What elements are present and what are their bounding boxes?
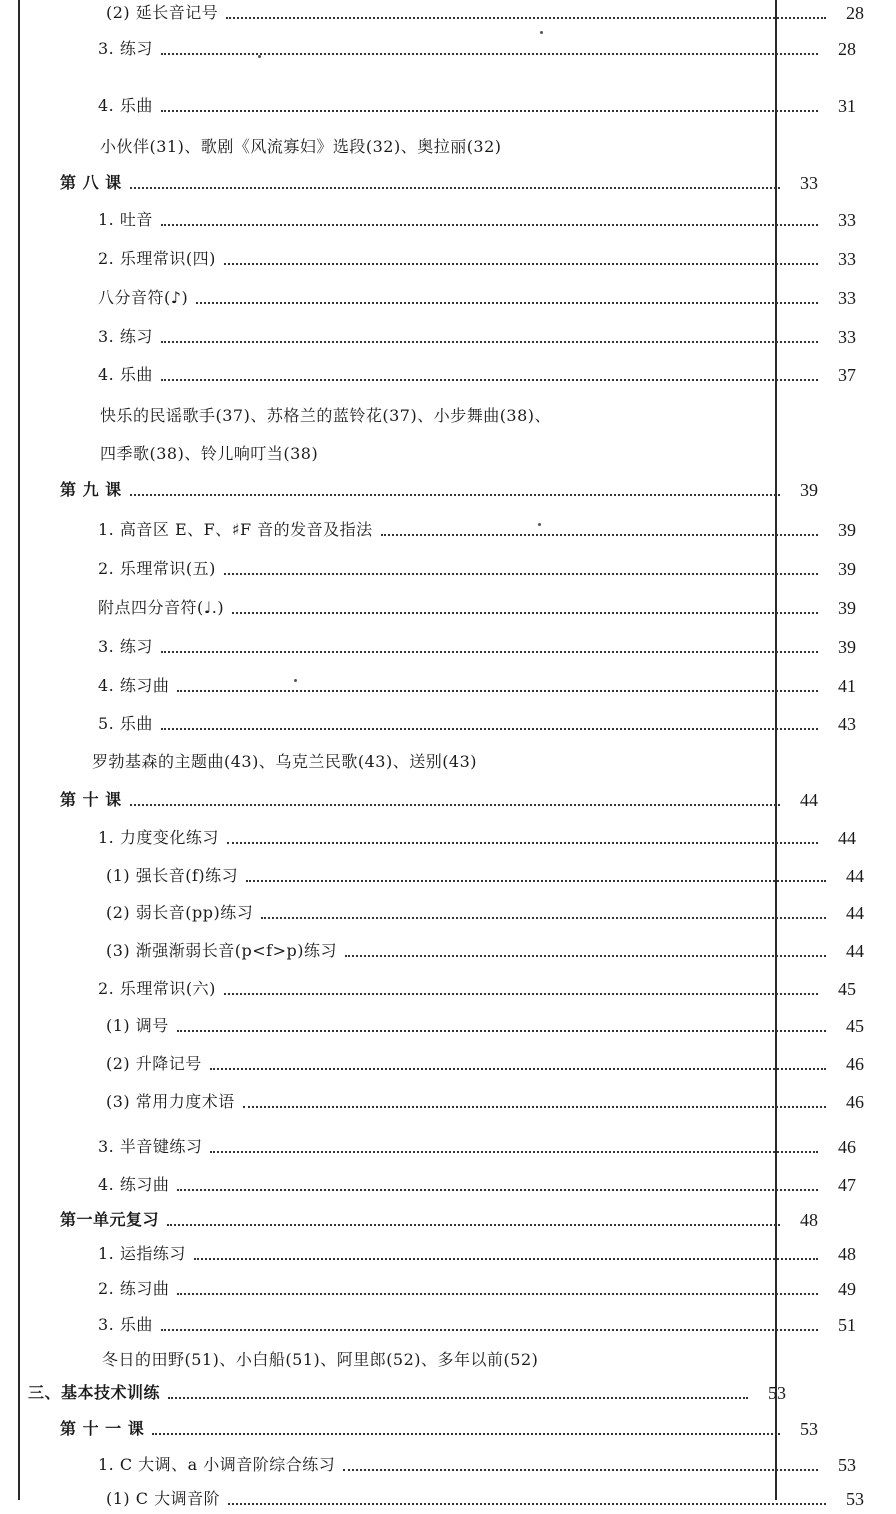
toc-entry-page-number: 44 [846,941,864,961]
toc-entry-page-number: 47 [838,1175,856,1195]
toc-entry-label: 4. 乐曲 [98,365,153,384]
toc-entry-page-number: 53 [846,1489,864,1509]
toc-entry-label: 4. 练习曲 [98,1175,170,1194]
toc-entry-page-number: 45 [846,1016,864,1036]
toc-entry-page-number: 41 [838,676,856,696]
toc-entry[interactable] [0,322,888,352]
toc-entry-label: 1. 运指练习 [98,1244,186,1263]
toc-entry-page-number: 44 [846,866,864,886]
toc-entry-label: 附点四分音符(♩.) [98,598,225,617]
toc-entry[interactable] [0,671,888,701]
toc-entry-page-number: 48 [838,1244,856,1264]
print-speck [538,523,541,526]
toc-note-line [0,747,882,777]
toc-entry-label: 1. 力度变化练习 [98,828,219,847]
toc-entry[interactable] [0,1239,888,1269]
toc-entry-page-number: 28 [846,3,864,23]
toc-entry-page-number: 53 [838,1455,856,1475]
toc-entry-label: 3. 练习 [98,327,153,346]
toc-entry-label: 第 九 课 [60,480,122,499]
toc-note-line [0,401,890,431]
toc-entry-label: 3. 半音键练习 [98,1137,203,1156]
dot-leader [167,1222,780,1226]
toc-entry[interactable] [0,168,850,198]
toc-note-line [0,132,890,162]
dot-leader [224,991,818,995]
toc-entry-page-number: 33 [838,249,856,269]
dot-leader [226,15,826,19]
toc-entry[interactable] [0,283,888,313]
toc-entry-label: 第 十 一 课 [60,1419,145,1438]
toc-entry-page-number: 33 [800,173,818,193]
dot-leader [224,571,818,575]
dot-leader [177,1028,826,1032]
toc-entry[interactable] [0,1170,888,1200]
toc-entry[interactable] [0,1378,818,1408]
dot-leader [130,802,780,806]
toc-entry-page-number: 33 [838,288,856,308]
toc-entry[interactable] [0,709,888,739]
dot-leader [227,840,818,844]
dot-leader [381,532,818,536]
toc-entry[interactable] [0,974,888,1004]
dot-leader [224,261,818,265]
toc-entry-page-number: 46 [846,1092,864,1112]
toc-entry[interactable] [0,1011,896,1041]
dot-leader [232,610,818,614]
toc-entry-page-number: 45 [838,979,856,999]
print-speck [258,55,261,58]
toc-entry[interactable] [0,1310,888,1340]
dot-leader [177,688,818,692]
toc-entry[interactable] [0,593,888,623]
toc-entry[interactable] [0,244,888,274]
toc-entry-page-number: 48 [800,1210,818,1230]
toc-entry-page-number: 39 [838,559,856,579]
toc-entry[interactable] [0,898,896,928]
dot-leader [161,726,818,730]
toc-entry-label: 冬日的田野(51)、小白船(51)、阿里郎(52)、多年以前(52) [102,1350,539,1369]
toc-entry-label: 2. 乐理常识(五) [98,559,216,578]
toc-entry[interactable] [0,1205,850,1235]
toc-entry-label: (1) 调号 [106,1016,169,1035]
toc-entry-page-number: 39 [838,637,856,657]
toc-entry[interactable] [0,861,896,891]
toc-entry-label: 3. 练习 [98,39,153,58]
toc-entry[interactable] [0,360,888,390]
toc-entry-page-number: 39 [838,598,856,618]
toc-entry-page-number: 31 [838,96,856,116]
toc-entry-label: (2) 延长音记号 [106,3,219,22]
toc-entry[interactable] [0,936,896,966]
toc-entry-label: 快乐的民谣歌手(37)、苏格兰的蓝铃花(37)、小步舞曲(38)、 [100,406,552,425]
toc-entry-page-number: 39 [838,520,856,540]
toc-entry[interactable] [0,1414,850,1444]
toc-entry-label: (1) C 大调音阶 [106,1489,221,1508]
toc-entry-page-number: 43 [838,714,856,734]
toc-entry[interactable] [0,823,888,853]
toc-entry-label: (3) 常用力度术语 [106,1092,235,1111]
toc-entry-page-number: 28 [838,39,856,59]
toc-entry-page-number: 33 [838,210,856,230]
toc-entry-label: 八分音符(♪) [98,288,189,307]
toc-entry[interactable] [0,1484,896,1514]
toc-entry[interactable] [0,34,888,64]
toc-entry[interactable] [0,1450,888,1480]
toc-entry-label: (3) 渐强渐弱长音(p<f>p)练习 [106,941,337,960]
toc-entry[interactable] [0,785,850,815]
dot-leader [161,108,818,112]
dot-leader [243,1104,826,1108]
toc-entry-label: 2. 乐理常识(四) [98,249,216,268]
dot-leader [194,1256,818,1260]
dot-leader [343,1467,818,1471]
toc-entry[interactable] [0,1132,888,1162]
toc-entry-label: 罗勃基森的主题曲(43)、乌克兰民歌(43)、送别(43) [92,752,478,771]
toc-entry-label: 1. 吐音 [98,210,153,229]
dot-leader [345,953,826,957]
toc-entry-page-number: 33 [838,327,856,347]
toc-entry-page-number: 39 [800,480,818,500]
dot-leader [246,878,826,882]
dot-leader [196,300,818,304]
toc-entry[interactable] [0,632,888,662]
toc-entry-label: 1. 高音区 E、F、♯F 音的发音及指法 [98,520,373,539]
print-speck [540,31,543,34]
toc-entry-label: 5. 乐曲 [98,714,153,733]
dot-leader [177,1291,818,1295]
toc-entry-label: 四季歌(38)、铃儿响叮当(38) [100,444,319,463]
toc-entry-label: (1) 强长音(f)练习 [106,866,239,885]
toc-entry-label: 3. 乐曲 [98,1315,153,1334]
dot-leader [168,1395,748,1399]
toc-entry-label: 2. 乐理常识(六) [98,979,216,998]
toc-entry[interactable] [0,205,888,235]
dot-leader [261,915,826,919]
toc-entry-label: 1. C 大调、a 小调音阶综合练习 [98,1455,336,1474]
print-speck [294,679,297,682]
toc-entry[interactable] [0,475,850,505]
toc-entry[interactable] [0,515,888,545]
dot-leader [210,1066,826,1070]
toc-note-line [0,1345,892,1375]
toc-entry-page-number: 37 [838,365,856,385]
toc-entry-label: 第 八 课 [60,173,122,192]
dot-leader [161,339,818,343]
dot-leader [210,1149,818,1153]
toc-entry-page-number: 49 [838,1279,856,1299]
toc-entry-page-number: 51 [838,1315,856,1335]
toc-entry-label: (2) 弱长音(pp)练习 [106,903,254,922]
toc-entry[interactable] [0,91,888,121]
toc-entry-page-number: 53 [800,1419,818,1439]
toc-entry-label: (2) 升降记号 [106,1054,202,1073]
dot-leader [161,649,818,653]
toc-entry-label: 第一单元复习 [60,1210,160,1229]
dot-leader [161,222,818,226]
dot-leader [161,1327,818,1331]
dot-leader [228,1501,826,1505]
toc-entry-label: 三、基本技术训练 [28,1383,161,1402]
toc-entry-label: 4. 练习曲 [98,676,170,695]
dot-leader [177,1187,818,1191]
toc-entry[interactable] [0,1274,888,1304]
toc-note-line [0,439,890,469]
toc-entry-page-number: 53 [768,1383,786,1403]
toc-entry-label: 3. 练习 [98,637,153,656]
toc-entry-page-number: 44 [846,903,864,923]
toc-entry-label: 2. 练习曲 [98,1279,170,1298]
toc-entry-page-number: 44 [800,790,818,810]
toc-entry[interactable] [0,1049,896,1079]
toc-entry-label: 第 十 课 [60,790,122,809]
dot-leader [130,185,780,189]
dot-leader [130,492,780,496]
dot-leader [161,377,818,381]
toc-entry-page-number: 44 [838,828,856,848]
toc-entry-page-number: 46 [846,1054,864,1074]
toc-entry-page-number: 46 [838,1137,856,1157]
toc-entry-label: 4. 乐曲 [98,96,153,115]
toc-entry[interactable] [0,0,896,28]
toc-entry-label: 小伙伴(31)、歌剧《风流寡妇》选段(32)、奥拉丽(32) [100,137,502,156]
dot-leader [152,1431,780,1435]
toc-entry[interactable] [0,554,888,584]
toc-entry[interactable] [0,1087,896,1117]
